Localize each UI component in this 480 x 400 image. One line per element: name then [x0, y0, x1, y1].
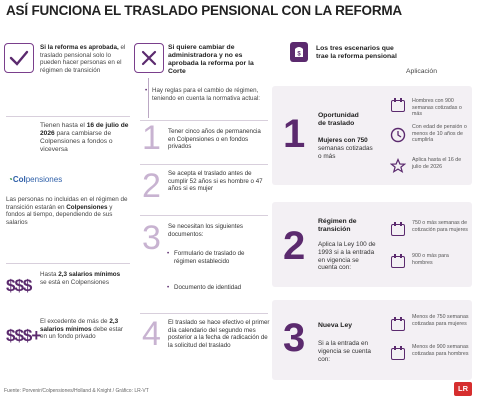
calendar-icon [391, 224, 405, 236]
left-divider-1 [6, 116, 130, 117]
not-included-text [6, 196, 130, 227]
approved-icon-box [4, 43, 34, 73]
footer-source: Fuente: Porvenir/Colpensiones/Holland & Knight / Gráfico: LR-VT [4, 388, 149, 394]
colpensiones-logo-mark: ◔ [8, 175, 13, 184]
colpensiones-logo [8, 175, 62, 185]
rule3-item-1 [167, 250, 266, 265]
not-included-bold: Colpensiones [66, 203, 108, 211]
scenario-desc-2: Aplica la Ley 100 de 1993 si a la entrada en vigencia se cuenta con: [318, 241, 376, 272]
approved-desc: el traslado pensional solo lo pueden hacer personas en el régimen de transición [40, 44, 126, 75]
deadline-bold: 16 de julio de 2026 [40, 122, 129, 138]
calendar-icon [391, 319, 405, 331]
scenario-title-1: Oportunidad de traslado [318, 112, 359, 128]
scenario3-app-2: Menos de 900 semanas cotizadas para hombres [412, 344, 469, 357]
middle-intro [145, 87, 264, 102]
deadline-post: para cambiarse de Colpensiones a fondos o viceversa [40, 130, 113, 154]
checkmark-icon [4, 43, 34, 73]
scenario-desc-1 [318, 137, 376, 160]
rule-text-3: Se necesitan los siguientes documentos: [168, 223, 243, 238]
cross-icon [135, 44, 163, 72]
scenario-number-2: 2 [283, 224, 306, 268]
scenario1-app-3: Aplica hasta el 16 de julio de 2026 [412, 157, 462, 170]
logo-post: pensiones [25, 175, 63, 184]
scenario2-app-1: 750 o más semanas de cotización para mujeres [412, 220, 468, 233]
scenario-title-2: Régimen de transición [318, 218, 357, 234]
salary1-bold: 2,3 salarios mínimos [58, 271, 121, 278]
rule-text-1: Tener cinco años de permanencia en Colpensiones o en fondos privados [168, 128, 261, 151]
rule-number-1: 1 [142, 119, 161, 157]
approved-text [40, 44, 132, 75]
application-label: Aplicación [406, 68, 437, 75]
salary1-pre: Hasta [40, 271, 59, 278]
scenario-desc-1-post: semanas cotizadas o más [318, 144, 373, 160]
not-included-post: y fondos al tiempo, dependiendo de sus salarios [6, 203, 113, 227]
not-included-pre: Las personas no incluidas en el régimen de transición estarán en [6, 196, 128, 211]
calendar-icon [391, 100, 405, 112]
salary1-text [40, 271, 128, 286]
svg-text:$: $ [297, 51, 301, 58]
calendar-icon [391, 256, 405, 268]
rule-divider-2 [140, 164, 268, 165]
rule-text-2: Se acepta el traslado antes de cumplir 52 años si es hombre o 47 años si es mujer [168, 170, 263, 193]
dollar-plus-icon: $$$+ [6, 326, 41, 345]
scenario3-app-1: Menos de 750 semanas cotizadas para mujeres [412, 314, 469, 327]
rule-text-4: El traslado se hace efectivo el primer día calendario del segundo mes posterior a la fecha de radicación de la solicitud del traslado [168, 319, 270, 349]
deadline-text [40, 122, 130, 154]
rule-number-2: 2 [142, 167, 161, 205]
star-icon [390, 158, 406, 174]
scenario-title-3: Nueva Ley [318, 322, 353, 329]
bullet-dot: • [167, 250, 170, 257]
page-title: ASÍ FUNCIONA EL TRASLADO PENSIONAL CON LA REFORMA [6, 3, 402, 18]
logo-pre: Col [12, 175, 26, 184]
calendar-icon [391, 348, 405, 360]
scenario1-app-2: Con edad de pensión o menos de 10 años de cumplirla [412, 124, 467, 144]
salary2-text [40, 318, 130, 341]
deadline-pre: Tienen hasta el [40, 122, 87, 129]
left-divider-2 [6, 263, 130, 264]
dollar-icon: $$$ [6, 276, 32, 295]
salary2-post: debe estar en un fondo privado [40, 325, 123, 341]
salary1-post: se está en Colpensiones [40, 278, 109, 286]
rule3-item-2-text: Documento de identidad [174, 284, 242, 291]
bullet-dot: • [167, 284, 170, 291]
right-header: Los tres escenarios que trae la reforma pensional [316, 45, 397, 61]
lr-logo: LR [454, 382, 472, 396]
salary2-pre: El excedente de más de [40, 318, 110, 325]
rule-divider-3 [140, 215, 268, 216]
scenario-desc-3: Si a la entrada en vigencia se cuenta con: [318, 340, 371, 363]
rule-number-3: 3 [142, 219, 161, 257]
scenario-number-3: 3 [283, 316, 306, 360]
approved-bold: Si la reforma es aprobada, [40, 44, 119, 51]
rule3-item-1-text: Formulario de traslado de régimen establecido [174, 250, 245, 265]
not-approved-icon-box [134, 43, 164, 73]
scenario-desc-1-bold: Mujeres con 750 [318, 137, 368, 144]
bullet-dot: • [145, 87, 148, 94]
clock-icon [390, 127, 406, 143]
pension-money-icon [288, 40, 310, 64]
middle-intro-text: Hay reglas para el cambio de régimen, teniendo en cuenta la normativa actual: [152, 87, 261, 102]
scenario2-app-2: 900 o más para hombres [412, 253, 449, 266]
salary2-bold: 2,3 salarios mínimos [40, 318, 119, 333]
rule3-item-2 [167, 284, 266, 292]
middle-header: Si quiere cambiar de administradora y no es aprobada la reforma por la Corte [168, 44, 254, 76]
rule-number-4: 4 [142, 315, 161, 353]
scenario-number-1: 1 [283, 112, 306, 156]
scenario1-app-1: Hombres con 900 semanas cotizadas o más [412, 98, 462, 118]
mid-vline [148, 78, 149, 118]
